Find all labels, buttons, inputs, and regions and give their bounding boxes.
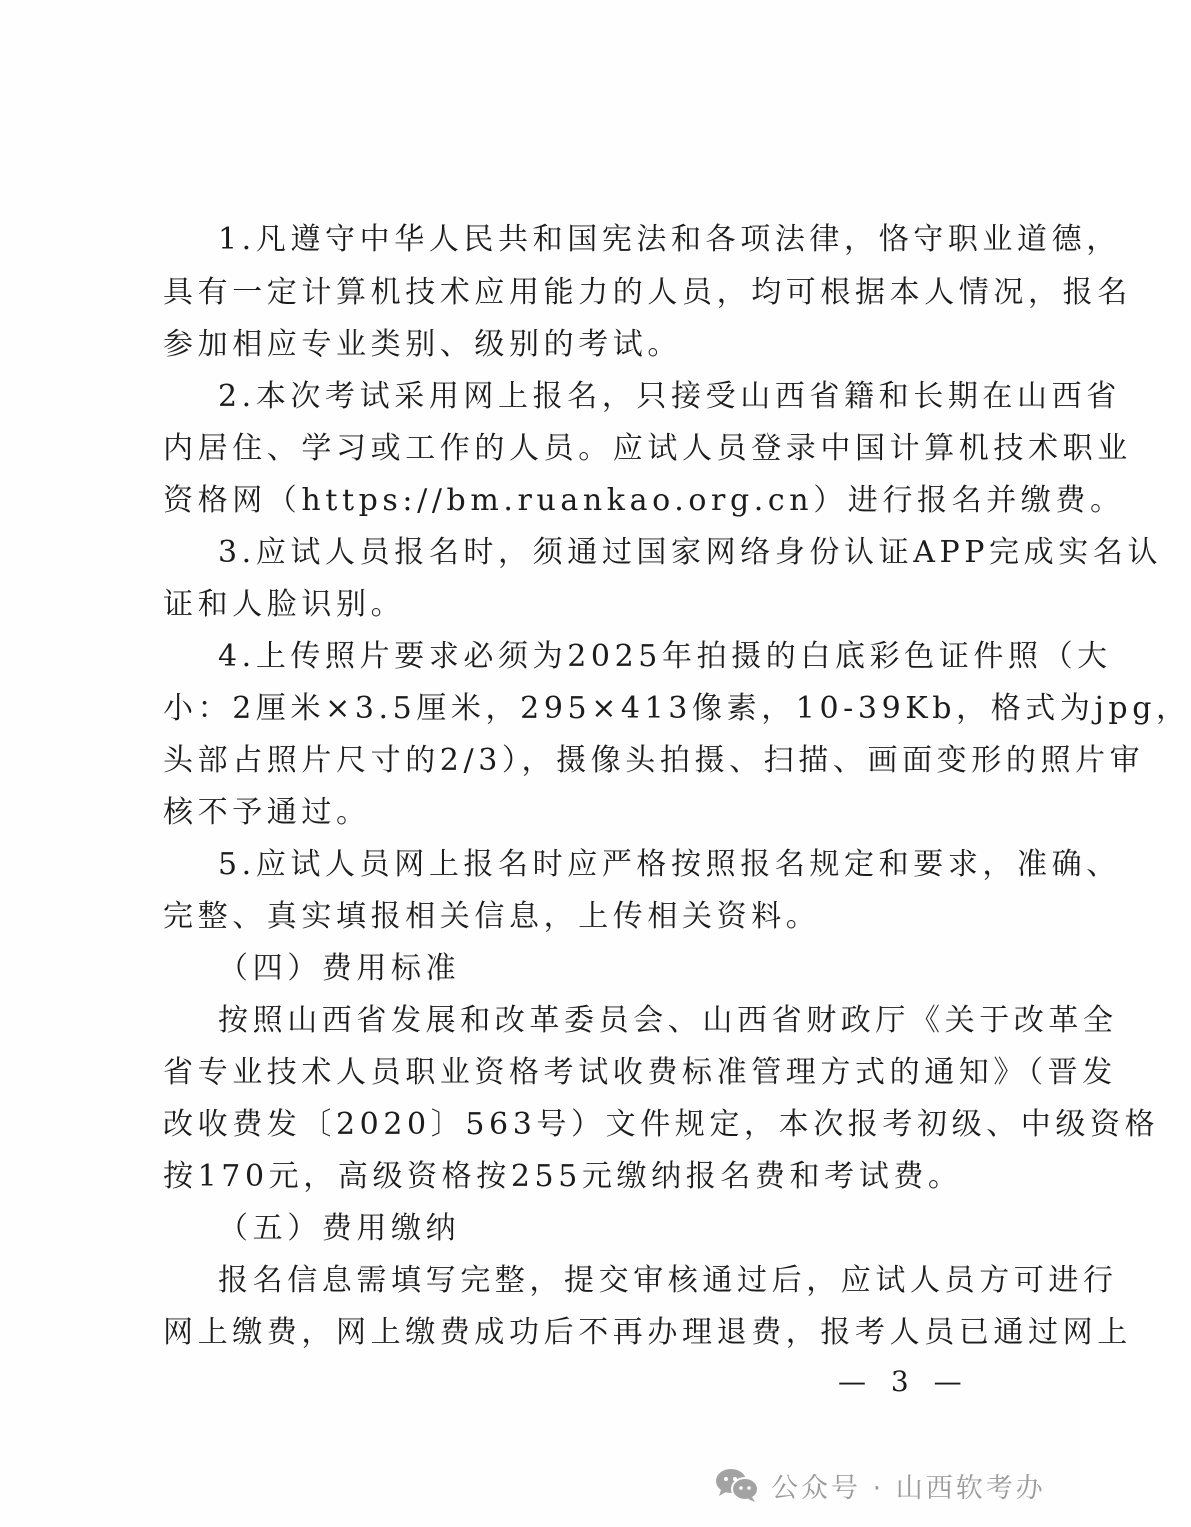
paragraph-line: 省专业技术人员职业资格考试收费标准管理方式的通知》（晋发 [163, 1055, 1117, 1090]
paragraph-line: 4.上传照片要求必须为2025年拍摄的白底彩色证件照（大 [218, 639, 1112, 674]
paragraph-line: 参加相应专业类别、级别的考试。 [163, 327, 682, 362]
paragraph-line: 按照山西省发展和改革委员会、山西省财政厅《关于改革全 [218, 1003, 1118, 1038]
paragraph-line: 改收费发〔2020〕563号）文件规定，本次报考初级、中级资格 [163, 1107, 1160, 1142]
paragraph-line: 网上缴费，网上缴费成功后不再办理退费，报考人员已通过网上 [163, 1315, 1132, 1350]
watermark [715, 1465, 1046, 1505]
paragraph-line: 资格网（https://bm.ruankao.org.cn）进行报名并缴费。 [163, 483, 1125, 518]
paragraph-line: 内居住、学习或工作的人员。应试人员登录中国计算机技术职业 [163, 431, 1132, 466]
section-heading: （五）费用缴纳 [218, 1211, 461, 1246]
paragraph-line: 2.本次考试采用网上报名，只接受山西省籍和长期在山西省 [218, 379, 1121, 414]
paragraph-line: 5.应试人员网上报名时应严格按照报名规定和要求，准确、 [218, 847, 1121, 882]
paragraph-line: 3.应试人员报名时，须通过国家网络身份认证APP完成实名认 [218, 535, 1163, 570]
paragraph-line: 小：2厘米×3.5厘米，295×413像素，10-39Kb，格式为jpg， [163, 691, 1191, 726]
paragraph-line: 头部占照片尺寸的2/3），摄像头拍摄、扫描、画面变形的照片审 [163, 743, 1145, 778]
paragraph-line: 核不予通过。 [163, 795, 371, 830]
paragraph-line: 1.凡遵守中华人民共和国宪法和各项法律，恪守职业道德， [218, 222, 1121, 257]
paragraph-line: 报名信息需填写完整，提交审核通过后，应试人员方可进行 [218, 1263, 1118, 1298]
paragraph-line: 具有一定计算机技术应用能力的人员，均可根据本人情况，报名 [163, 275, 1132, 310]
page-number: — 3 — [838, 1365, 970, 1398]
paragraph-line: 证和人脸识别。 [163, 587, 406, 622]
watermark-text: 公众号 · 山西软考办 [771, 1472, 1046, 1504]
paragraph-line: 按170元，高级资格按255元缴纳报名费和考试费。 [163, 1159, 963, 1194]
section-heading: （四）费用标准 [218, 951, 461, 986]
wechat-icon [715, 1468, 759, 1502]
paragraph-line: 完整、真实填报相关信息，上传相关资料。 [163, 899, 821, 934]
